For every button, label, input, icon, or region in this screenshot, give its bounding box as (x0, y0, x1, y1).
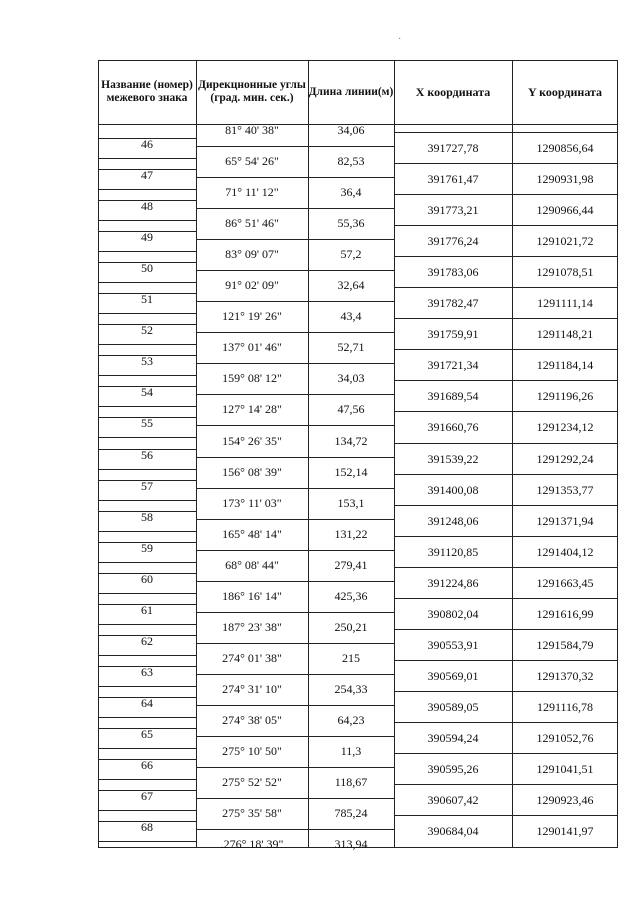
segment-angle: 275° 10' 50" (222, 744, 282, 758)
mark-number: 68 (141, 820, 153, 834)
y-coordinate: 1291052,76 (536, 731, 594, 745)
mark-number: 65 (141, 727, 153, 741)
x-coordinate: 391776,24 (427, 234, 479, 248)
mark-number: 61 (141, 603, 153, 617)
x-coordinate: 391783,06 (427, 265, 479, 279)
segment-length: 52,71 (337, 340, 365, 354)
segment-angle: 91° 02' 09" (225, 278, 279, 292)
mark-number: 53 (141, 354, 153, 368)
mark-number: 52 (141, 323, 153, 337)
segment-angle: 156° 08' 39" (222, 465, 282, 479)
segment-angle: 275° 52' 52" (222, 775, 282, 789)
segment-length: 153,1 (337, 496, 365, 510)
segment-length: 785,24 (334, 806, 368, 820)
x-coordinate: 390607,42 (427, 793, 479, 807)
segment-length: 215 (342, 651, 360, 665)
y-coordinate: 1291584,79 (536, 638, 594, 652)
segment-length: 250,21 (334, 620, 368, 634)
y-coordinate: 1291196,26 (536, 389, 594, 403)
mark-number: 55 (141, 416, 153, 430)
x-coordinate: 390594,24 (427, 731, 479, 745)
segment-angle: 137° 01' 46" (222, 340, 282, 354)
segment-angle: 81° 40' 38" (225, 123, 279, 137)
x-coordinate: 390595,26 (427, 762, 479, 776)
x-coordinate: 391120,85 (427, 545, 479, 559)
x-coordinate: 390589,05 (427, 700, 479, 714)
segment-length: 152,14 (334, 465, 368, 479)
header-x-coordinate: X координата (415, 84, 491, 99)
segment-length: 313,94 (334, 837, 368, 851)
segment-angle: 127° 14' 28" (222, 402, 282, 416)
mark-number: 66 (141, 758, 153, 772)
segment-angle: .276° 18' 39" (220, 837, 284, 851)
mark-number: 57 (141, 479, 153, 493)
segment-angle: 68° 08' 44" (225, 558, 279, 572)
y-coordinate: 1291292,24 (536, 452, 594, 466)
segment-length: 425,36 (334, 589, 368, 603)
segment-length: 254,33 (334, 682, 368, 696)
segment-angle: 274° 01' 38" (222, 651, 282, 665)
segment-angle: 173° 11' 03" (222, 496, 282, 510)
y-coordinate: 1291116,78 (536, 700, 594, 714)
mark-number: 47 (141, 168, 153, 182)
mark-number: 51 (141, 292, 153, 306)
y-coordinate: 1290931,98 (536, 172, 594, 186)
segment-length: 134,72 (334, 434, 368, 448)
mark-number: 50 (141, 261, 153, 275)
y-coordinate: 1291404,12 (536, 545, 594, 559)
mark-number: 64 (141, 696, 153, 710)
segment-length: 34,06 (337, 123, 365, 137)
mark-number: 56 (141, 448, 153, 462)
x-coordinate: 390802,04 (427, 607, 479, 621)
table-header (98, 60, 618, 124)
segment-length: 82,53 (337, 154, 365, 168)
y-coordinate: 1290923,46 (536, 793, 594, 807)
segment-angle: 165° 48' 14" (222, 527, 282, 541)
y-coordinate: 1291021,72 (536, 234, 594, 248)
x-coordinate: 391689,54 (427, 389, 479, 403)
scan-dot: · (398, 34, 402, 45)
segment-length: 43,4 (340, 309, 362, 323)
segment-angle: 154° 26' 35" (222, 434, 282, 448)
segment-angle: 65° 54' 26" (225, 154, 279, 168)
segment-angle: 159° 08' 12" (222, 371, 282, 385)
y-coordinate: 1291616,99 (536, 607, 594, 621)
segment-angle: 187° 23' 38" (222, 620, 282, 634)
x-coordinate: 391539,22 (427, 452, 479, 466)
x-coordinate: 391759,91 (427, 327, 479, 341)
x-coordinate: 390684,04 (427, 824, 479, 838)
segment-angle: 121° 19' 26" (222, 309, 282, 323)
y-coordinate: 1291663,45 (536, 576, 594, 590)
y-coordinate: 1291353,77 (536, 483, 594, 497)
segment-angle: 275° 35' 58" (222, 806, 282, 820)
mark-number: 46 (141, 137, 153, 151)
segment-length: 131,22 (334, 527, 368, 541)
segment-length: 57,2 (340, 247, 362, 261)
mark-number: 63 (141, 665, 153, 679)
y-coordinate: 1290966,44 (536, 203, 594, 217)
x-coordinate: 391224,86 (427, 576, 479, 590)
x-coordinate: 391721,34 (427, 358, 479, 372)
x-coordinate: 391773,21 (427, 203, 479, 217)
y-coordinate: 1290141,97 (536, 824, 594, 838)
x-coordinate: 390569,01 (427, 669, 479, 683)
mark-number: 62 (141, 634, 153, 648)
x-coordinate: 391400,08 (427, 483, 479, 497)
segment-length: 32,64 (337, 278, 365, 292)
segment-angle: 274° 38' 05" (222, 713, 282, 727)
header-mark-name: Название (номер) межевого знака (101, 79, 193, 104)
header-y-coordinate: Y координата (527, 84, 603, 99)
segment-angle: 71° 11' 12" (225, 185, 279, 199)
y-coordinate: 1290856,64 (536, 141, 594, 155)
mark-number: 54 (141, 385, 153, 399)
y-coordinate: 1291078,51 (536, 265, 594, 279)
segment-length: 11,3 (340, 744, 362, 758)
x-coordinate: 391660,76 (427, 420, 479, 434)
segment-length: 34,03 (337, 371, 365, 385)
y-coordinate: 1291371,94 (536, 514, 594, 528)
segment-angle: 186° 16' 14" (222, 589, 282, 603)
segment-length: 55,36 (337, 216, 365, 230)
mark-number: 67 (141, 789, 153, 803)
mark-number: 59 (141, 541, 153, 555)
segment-length: 36,4 (340, 185, 362, 199)
segment-angle: 274° 31' 10" (222, 682, 282, 696)
y-coordinate: 1291184,14 (536, 358, 594, 372)
y-coordinate: 1291370,32 (536, 669, 594, 683)
y-coordinate: 1291111,14 (537, 296, 593, 310)
mark-number: 48 (141, 199, 153, 213)
y-coordinate: 1291234,12 (536, 420, 594, 434)
header-length: Длина линии(м) (308, 85, 394, 98)
mark-number: 49 (141, 230, 153, 244)
x-coordinate: 391782,47 (427, 296, 479, 310)
segment-length: 47,56 (337, 402, 365, 416)
x-coordinate: 390553,91 (427, 638, 479, 652)
segment-length: 279,41 (334, 558, 368, 572)
x-coordinate: 391727,78 (427, 141, 479, 155)
header-angles: Дирекцнонные углы (град. мин. сек.) (198, 79, 306, 104)
y-coordinate: 1291148,21 (536, 327, 594, 341)
x-coordinate: 391248,06 (427, 514, 479, 528)
segment-angle: 83° 09' 07" (225, 247, 279, 261)
y-coordinate: 1291041,51 (536, 762, 594, 776)
segment-angle: 86° 51' 46" (225, 216, 279, 230)
segment-length: 118,67 (334, 775, 368, 789)
segment-length: 64,23 (337, 713, 365, 727)
mark-number: 58 (141, 510, 153, 524)
x-coordinate: 391761,47 (427, 172, 479, 186)
mark-number: 60 (141, 572, 153, 586)
